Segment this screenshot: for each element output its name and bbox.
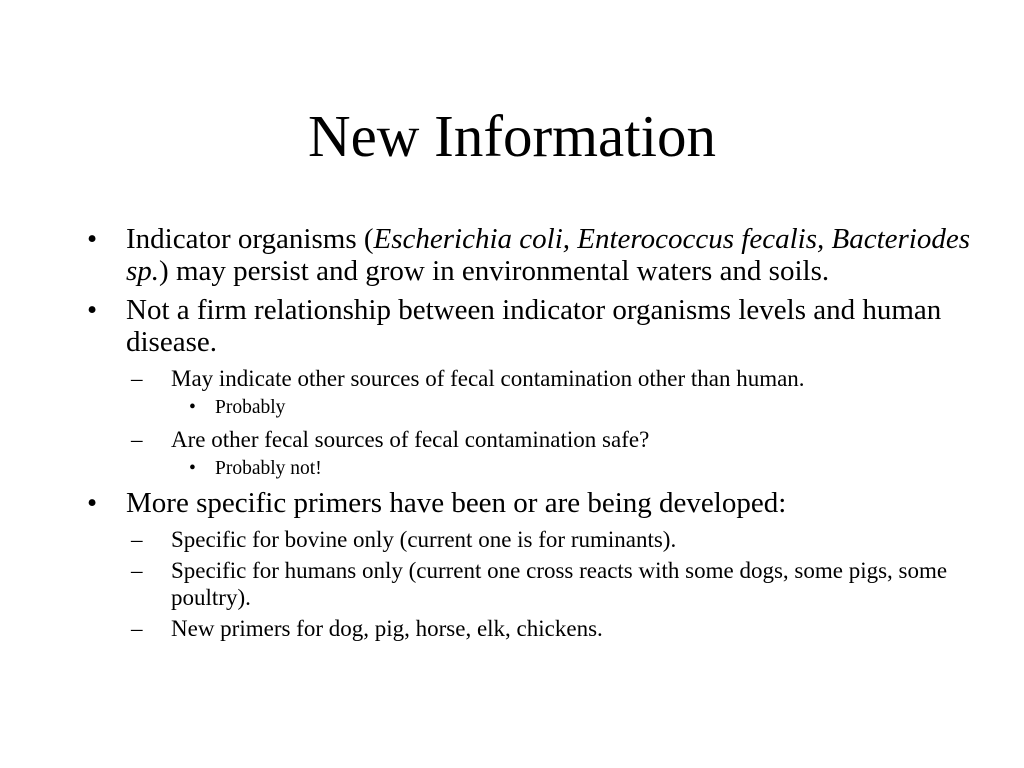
sub-sub-item-probably-not: [85, 457, 975, 481]
bullet-text-suffix: ) may persist and grow in environmental waters and soils.: [159, 255, 830, 287]
bullet-item-relationship: [85, 294, 975, 358]
bullet-text: Not a firm relationship between indicator organisms levels and human disease.: [126, 294, 942, 358]
dash-marker: –: [131, 558, 143, 583]
bullet-marker: •: [189, 397, 196, 418]
sub-item-text: May indicate other sources of fecal contamination other than human.: [171, 366, 805, 391]
sub-item-text: Specific for humans only (current one cross reacts with some dogs, some pigs, some poultry).: [171, 558, 948, 610]
bullet-text-species: Escherichia coli, Enterococcus fecalis, Bacteriodes sp.: [126, 223, 970, 287]
sub-item-text: New primers for dog, pig, horse, elk, chickens.: [171, 616, 603, 641]
bullet-item-indicator-organisms: [85, 223, 975, 287]
dash-marker: –: [131, 616, 143, 641]
sub-item-text: Are other fecal sources of fecal contamination safe?: [171, 427, 650, 452]
sub-item-bovine: [85, 526, 975, 553]
sub-item-text: Specific for bovine only (current one is for ruminants).: [171, 527, 677, 552]
sub-sub-item-text: Probably: [215, 397, 286, 418]
bullet-marker: •: [87, 223, 98, 255]
slide-body: [85, 223, 975, 646]
bullet-item-primers: [85, 487, 975, 519]
bullet-marker: •: [87, 487, 98, 519]
dash-marker: –: [131, 527, 143, 552]
slide-title: New Information: [308, 103, 716, 169]
bullet-text: More specific primers have been or are being developed:: [126, 487, 787, 519]
sub-sub-item-probably: [85, 396, 975, 420]
sub-item-other-sources: [85, 365, 975, 392]
sub-sub-item-text: Probably not!: [215, 458, 322, 479]
bullet-text-prefix: Indicator organisms (: [126, 223, 374, 255]
bullet-marker: •: [189, 458, 196, 479]
bullet-marker: •: [87, 294, 98, 326]
dash-marker: –: [131, 427, 143, 452]
dash-marker: –: [131, 366, 143, 391]
sub-item-new-primers: [85, 615, 975, 642]
sub-item-fecal-safe: [85, 426, 975, 453]
sub-item-humans: [85, 557, 975, 611]
